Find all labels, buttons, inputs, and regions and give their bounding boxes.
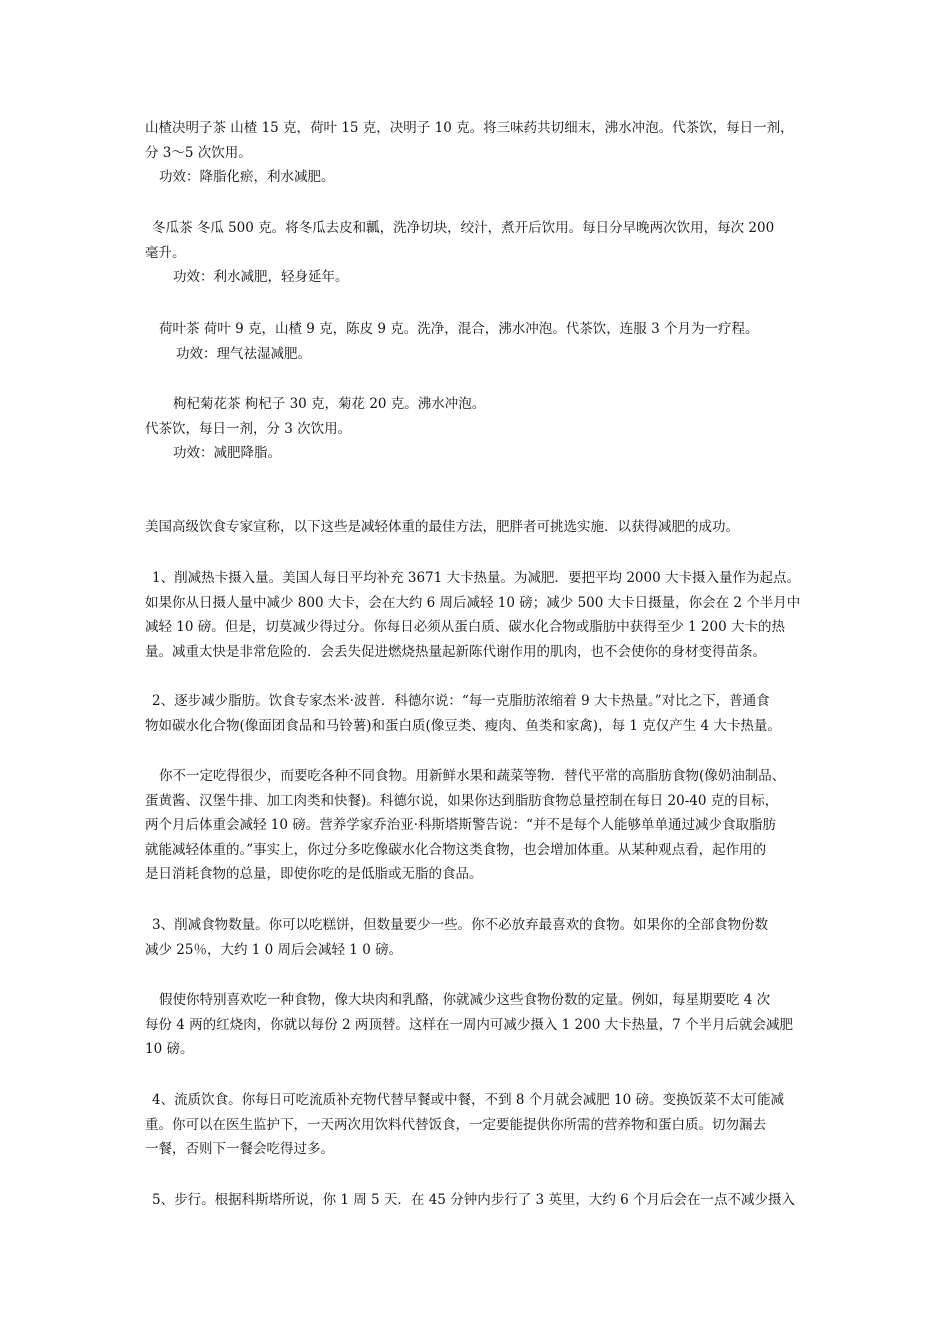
intro-paragraph [145,515,810,540]
recipe-line: 荷叶茶 荷叶 9 克，山楂 9 克，陈皮 9 克。洗净，混合，沸水冲泡。代茶饮，连服 3 个月为一疗程。 [159,321,759,337]
intro-line: 美国高级饮食专家宣称，以下这些是减轻体重的最佳方法，肥胖者可挑选实施．以获得减肥的成功。 [145,519,739,535]
para-line: 减轻 10 磅。但是，切莫减少得过分。你每日必须从蛋白质、碳水化合物或脂肪中获得至少 1 200 大卡的热 [145,619,785,635]
para-line: 蛋黄酱、汉堡牛排、加工肉类和快餐)。科德尔说，如果你达到脂肪食物总量控制在每日 20-40 克的目标， [145,792,779,809]
para-line: 3、削减食物数量。你可以吃糕饼，但数量要少一些。你不必放弃最喜欢的食物。如果你的全部食物份数 [152,917,769,933]
recipe-winter-melon-tea [145,216,810,290]
para-line: 就能减轻体重的。”事实上，你过分多吃像碳水化合物这类食物，也会增加体重。从某种观点看，起作用的 [145,841,767,858]
recipe-hawthorn-cassia-tea [145,116,810,190]
recipe-line: 毫升。 [145,244,186,261]
recipe-effect: 功效：降脂化瘀，利水减肥。 [159,169,335,185]
para-line: 2、逐步减少脂肪。饮食专家杰米·波普．科德尔说：“每一克脂肪浓缩着 9 大卡热量。”对比之下，普通食 [152,693,770,709]
recipe-line: 冬瓜茶 冬瓜 500 克。将冬瓜去皮和瓤，洗净切块，绞汁，煮开后饮用。每日分早晚两次饮用，每次 200 [152,220,775,236]
para-line: 你不一定吃得很少，而要吃各种不同食物。用新鲜水果和蔬菜等物．替代平常的高脂肪食物(像奶油制品、 [159,768,786,784]
tip-1-paragraph [145,566,810,664]
para-line: 10 磅。 [145,1041,194,1057]
portion-example-paragraph [145,988,810,1062]
tip-2-paragraph [145,689,810,738]
para-line: 减少 25％，大约 1 0 周后会减轻 1 0 磅。 [145,941,403,958]
recipe-line: 枸杞菊花茶 枸杞子 30 克，菊花 20 克。沸水冲泡。 [173,396,486,412]
para-line: 物如碳水化合物(像面团食品和马铃薯)和蛋白质(像豆类、瘦肉、鱼类和家禽)，每 1 克仅产生 4 大卡热量。 [145,717,781,734]
para-line: 重。你可以在医生监护下，一天两次用饮料代替饭食，一定要能提供你所需的营养物和蛋白质。切勿漏去 [145,1116,766,1133]
para-line: 两个月后体重会减轻 10 磅。营养学家乔治亚·科斯塔斯警告说：“并不是每个人能够单单通过减少食取脂肪 [145,817,776,833]
para-line: 一餐，否则下一餐会吃得过多。 [145,1141,334,1157]
recipe-lotus-leaf-tea [145,317,810,366]
para-line: 量。减重太快是非常危险的．会丢失促进燃烧热量起新陈代谢作用的肌肉，也不会使你的身材变得苗条。 [145,643,766,660]
para-line: 如果你从日摄人量中减少 800 大卡，会在大约 6 周后减轻 10 磅；减少 500 大卡日摄量，你会在 2 个半月中 [145,594,801,611]
para-line: 5、步行。根据科斯塔所说，你 1 周 5 天．在 45 分钟内步行了 3 英里，大约 6 个月后会在一点不减少摄入 [152,1192,796,1208]
para-line: 每份 4 两的红烧肉，你就以每份 2 两顶替。这样在一周内可减少摄入 1 200 大卡热量，7 个半月后就会减肥 [145,1016,793,1033]
recipe-line: 代茶饮，每日一剂，分 3 次饮用。 [145,420,352,437]
recipe-line: 分 3～5 次饮用。 [145,144,252,161]
para-line: 1、削减热卡摄入量。美国人每日平均补充 3671 大卡热量。为减肥．要把平均 2000 大卡摄入量作为起点。 [152,570,800,586]
para-line: 4、流质饮食。你每日可吃流质补充物代替早餐或中餐，不到 8 个月就会减肥 10 磅。变换饭菜不太可能减 [152,1092,785,1108]
para-line: 是日消耗食物的总量，即使你吃的是低脂或无脂的食品。 [145,866,483,882]
tip-4-paragraph [145,1088,810,1162]
recipe-goji-chrysanthemum-tea [145,392,810,466]
recipe-effect: 功效：理气祛湿减肥。 [176,345,311,362]
tip-3-paragraph [145,913,810,962]
tip-5-paragraph [145,1188,810,1213]
para-line: 假使你特别喜欢吃一种食物，像大块肉和乳酪，你就减少这些食物份数的定量。例如，每星期要吃 4 次 [159,992,771,1008]
recipe-effect: 功效：利水减肥，轻身延年。 [173,269,349,285]
fat-food-paragraph [145,764,810,887]
recipe-line: 山楂决明子茶 山楂 15 克，荷叶 15 克，决明子 10 克。将三味药共切细末，沸水冲泡。代茶饮，每日一剂， [145,120,794,136]
recipe-effect: 功效：减肥降脂。 [173,445,281,461]
